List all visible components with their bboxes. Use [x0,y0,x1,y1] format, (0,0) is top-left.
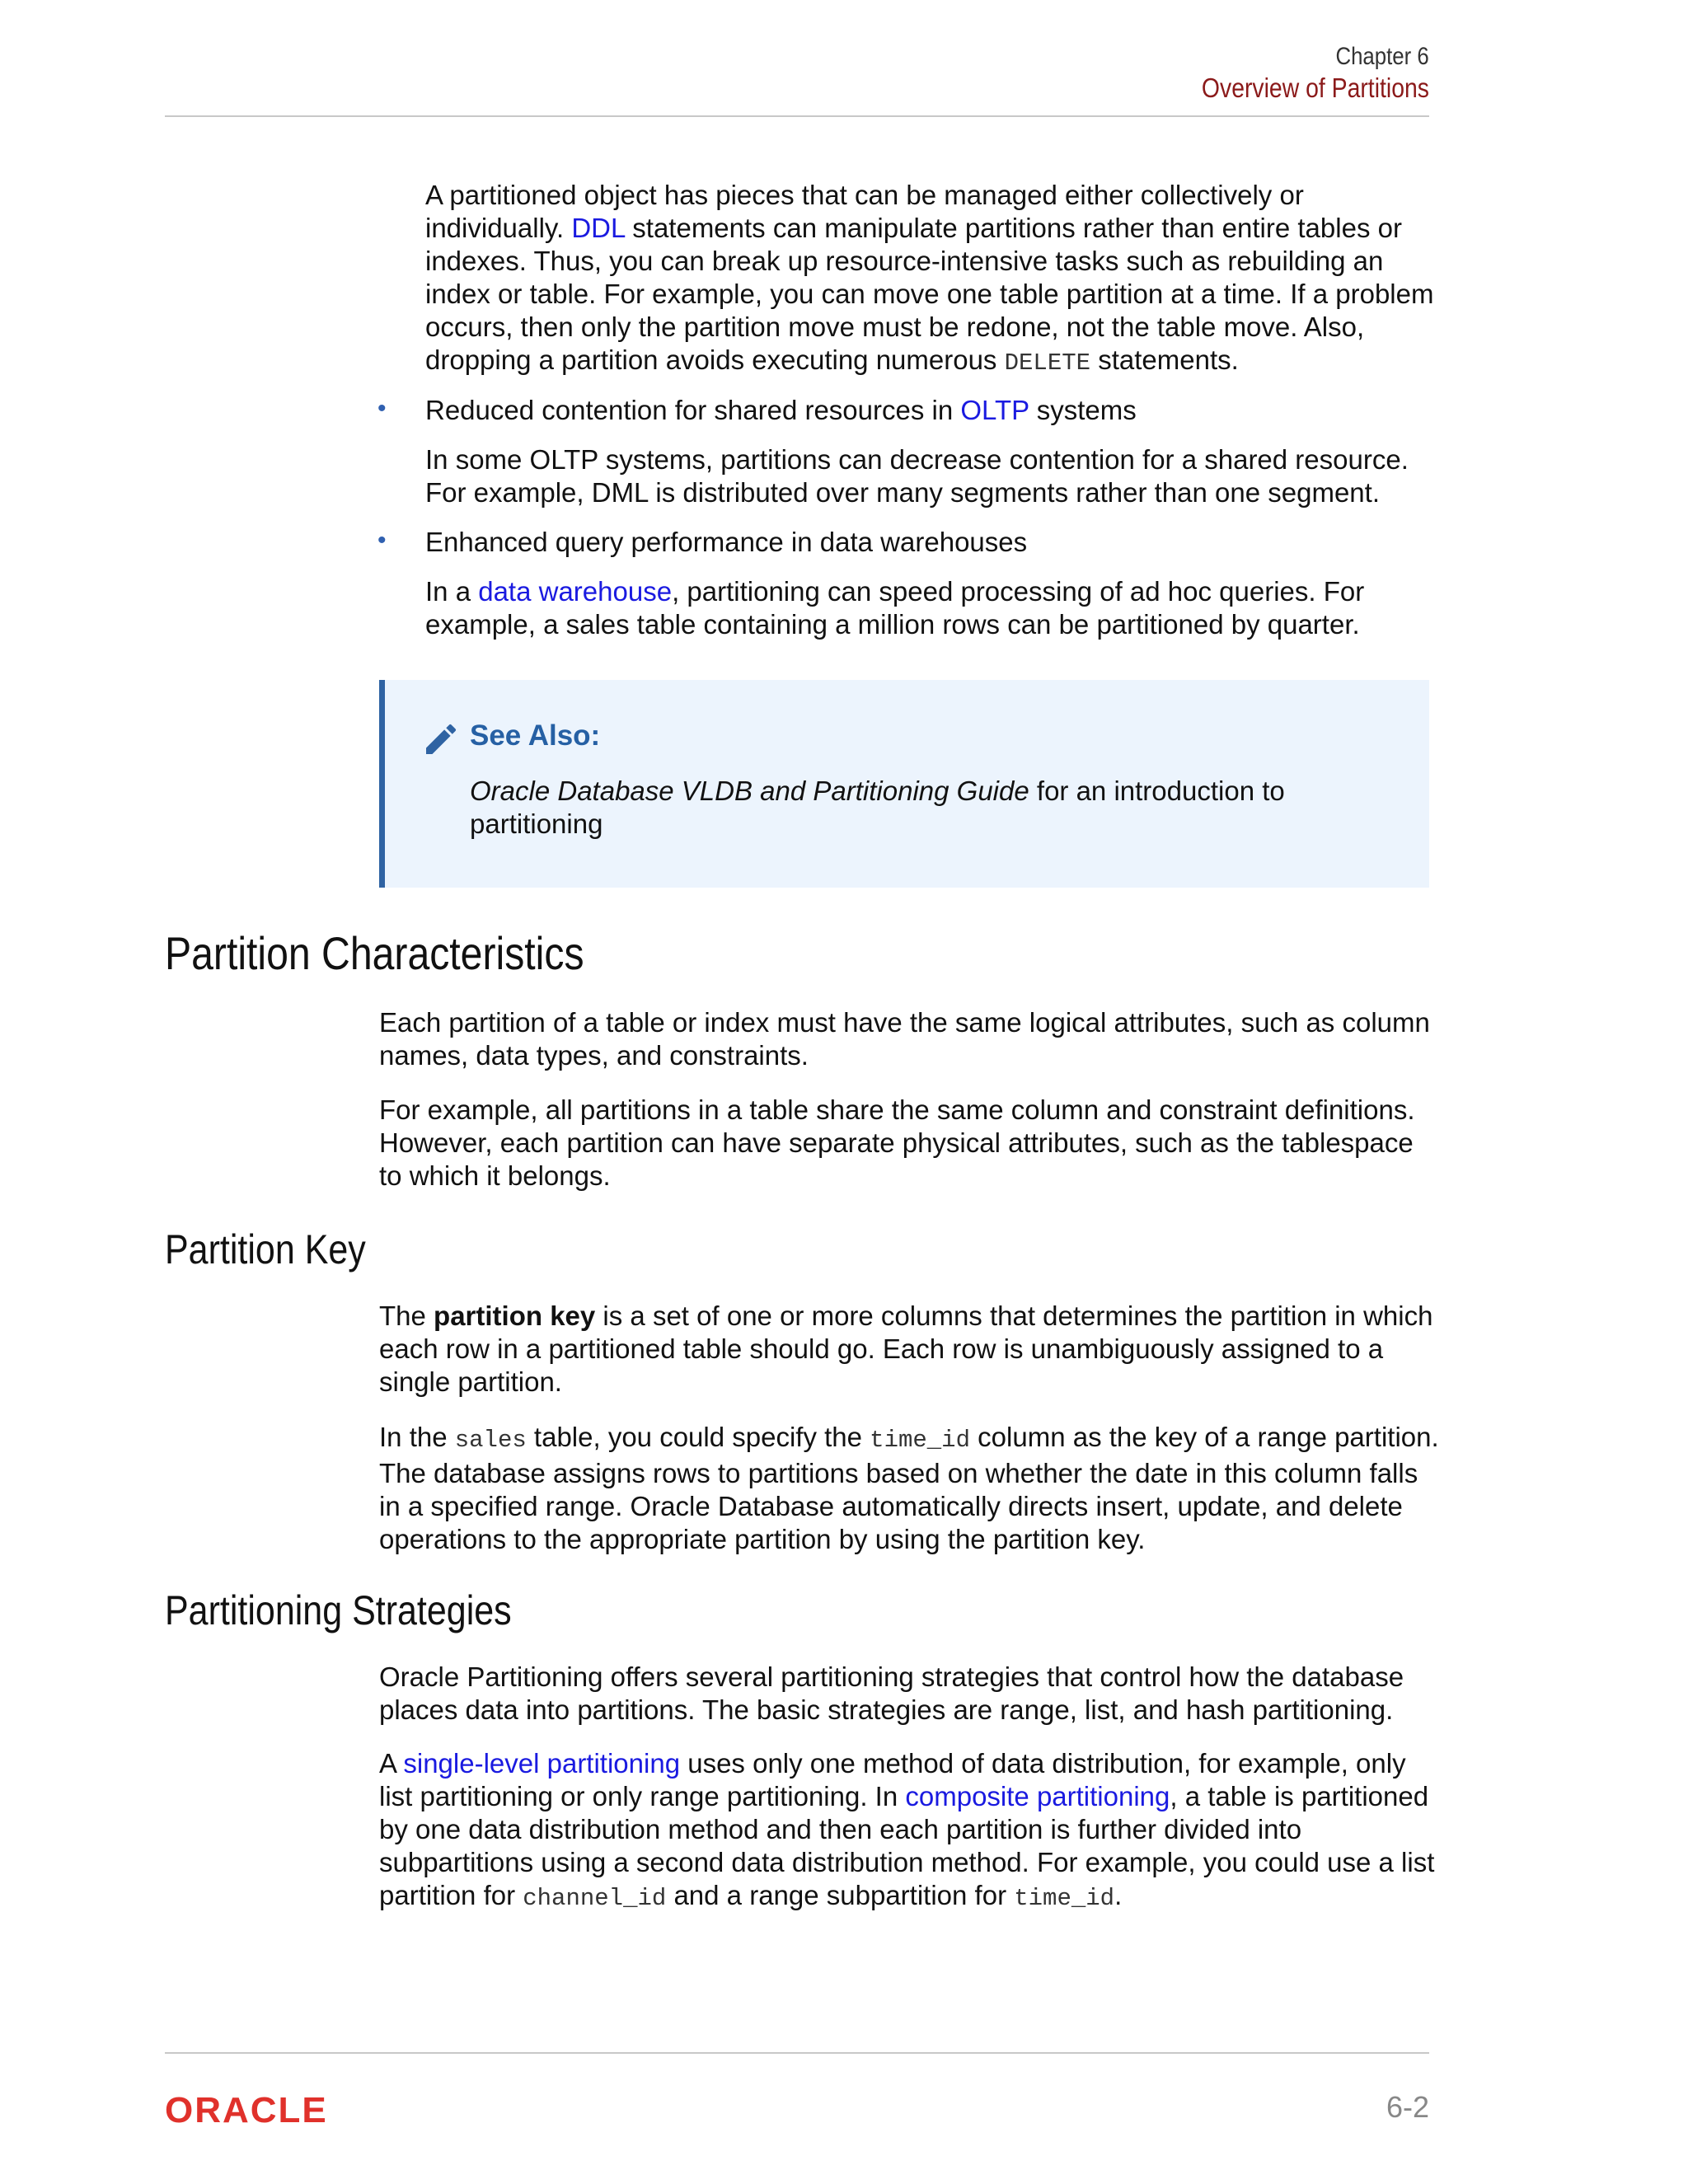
see-also-text: for an introduction to partitioning [470,776,1285,839]
single-level-partitioning-link[interactable]: single-level partitioning [403,1748,681,1779]
pencil-icon [421,719,461,759]
page-number: 6-2 [1386,2090,1429,2124]
delete-code: DELETE [1004,349,1091,377]
oltp-link[interactable]: OLTP [960,395,1029,425]
intro-text-b: statements can manipulate partitions rather than entire tables or indexes. Thus, you can break up resource-intensive tasks such as rebuilding an index or table. For example, you can move one table partition at a time. If a problem occurs, then only the partition move must be redone, not the table move. Also, dropping a partition avoids executing numerous [425,213,1434,375]
bullet-marker: • [377,527,387,554]
partitioning-strategies-heading: Partitioning Strategies [165,1587,512,1633]
characteristics-paragraph-2: For example, all partitions in a table share the same column and constraint definitions. However, each partition can have separate physical attributes, such as the tablespace to which it belongs. [379,1094,1415,1191]
data-warehouse-link[interactable]: data warehouse [478,576,673,607]
pk2-text-a: In the [379,1422,455,1452]
see-also-note [379,680,1429,888]
intro-text-c: statements. [1090,344,1239,375]
header-divider [165,115,1429,117]
sales-code: sales [454,1427,527,1454]
pk2-text-c: column as the key of a range partition. The database assigns rows to partitions based on whether the date in this column falls in a specified range. Oracle Database automatically directs insert, update, and delete operations to the appropriate partition by using the partition key. [379,1422,1439,1554]
bullet-2-text-a: In a [425,576,479,607]
bullet-1-text-a: Reduced contention for shared resources in [425,395,961,425]
time-id-code: time_id [870,1427,970,1454]
guide-title: Oracle Database VLDB and Partitioning Guide [470,776,1029,806]
see-also-body [470,775,1376,841]
pk-text-b: is a set of one or more columns that determines the partition in which each row in a partitioned table should go. Each row is unambiguously assigned to a single partition. [379,1301,1433,1397]
strategies-paragraph-2 [379,1747,1442,1915]
oracle-logo: ORACLE [165,2090,328,2130]
bullet-1-text-b: systems [1029,395,1137,425]
composite-partitioning-link[interactable]: composite partitioning [905,1781,1170,1811]
ps-text-c: , a table is partitioned by one data distribution method and then each partition is further divided into subpartitions using a second data distribution method. For example, you could use a list partition for [379,1781,1435,1910]
channel-id-code: channel_id [523,1885,667,1912]
bullet-marker: • [377,395,387,422]
pk2-text-b: table, you could specify the [526,1422,870,1452]
bullet-1-body: In some OLTP systems, partitions can decrease contention for a shared resource. For example, DML is distributed over many segments rather than one segment. [425,444,1409,508]
partition-key-paragraph-1 [379,1300,1442,1399]
footer-divider [165,2052,1429,2054]
see-also-title: See Also: [470,719,601,752]
bullet-2-heading: Enhanced query performance in data warehouses [425,527,1028,557]
section-title: Overview of Partitions [1201,73,1429,103]
intro-paragraph [425,179,1439,380]
pk-text-a: The [379,1301,434,1331]
strategies-paragraph-1: Oracle Partitioning offers several partitioning strategies that control how the database places data into partitions. The basic strategies are range, list, and hash partitioning. [379,1661,1404,1725]
chapter-label: Chapter 6 [1335,43,1429,70]
bullet-1-heading [425,394,1439,427]
bullet-2-text-b: , partitioning can speed processing of ad hoc queries. For example, a sales table containing a million rows can be partitioned by quarter. [425,576,1365,640]
partition-key-paragraph-2 [379,1421,1442,1556]
ddl-link[interactable]: DDL [571,213,626,243]
characteristics-paragraph-1: Each partition of a table or index must have the same logical attributes, such as column names, data types, and constraints. [379,1007,1430,1071]
partition-key-heading: Partition Key [165,1226,366,1272]
partition-key-term: partition key [434,1301,596,1331]
ps-text-b: uses only one method of data distribution, for example, only list partitioning or only range partitioning. In [379,1748,1406,1811]
time-id-code: time_id [1014,1885,1115,1912]
partition-characteristics-heading: Partition Characteristics [165,927,584,979]
bullet-2-body [425,575,1439,641]
ps-text-e: . [1114,1880,1123,1910]
intro-text-a: A partitioned object has pieces that can be managed either collectively or individually. [425,180,1304,243]
ps-text-a: A [379,1748,404,1779]
ps-text-d: and a range subpartition for [666,1880,1015,1910]
